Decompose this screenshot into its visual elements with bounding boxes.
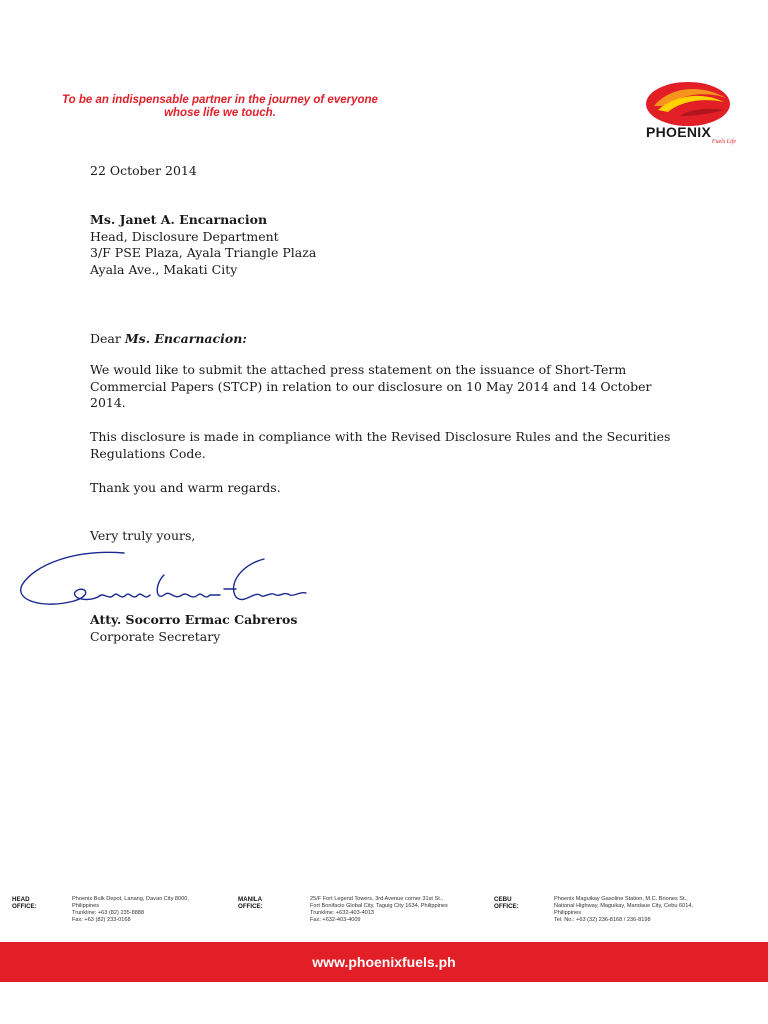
manila-office-address (310, 896, 490, 924)
head-office-address (72, 896, 232, 924)
cebu-office-address (554, 896, 734, 924)
salutation-prefix: Dear (90, 331, 125, 346)
cebu-office-line: Philippines (554, 910, 582, 916)
head-office-label: HEAD OFFICE: (12, 896, 37, 910)
phoenix-logo-mark (640, 80, 744, 130)
signer-block (90, 612, 690, 645)
head-office-line: Fax: +63 (82) 233-0168 (72, 917, 131, 923)
manila-office-label: MANILA OFFICE: (238, 896, 263, 910)
paragraph-2-line-2: Regulations Code. (90, 445, 206, 461)
signer-name: Atty. Socorro Ermac Cabreros (90, 612, 298, 627)
manila-office-line: Fort Bonifacio Global City, Taguig City 1634, Philippines (310, 903, 448, 909)
paragraph-1-line-1: We would like to submit the attached press statement on the issuance of Short-Term (90, 362, 627, 377)
handwritten-signature (14, 545, 314, 620)
recipient-address-line-2: Ayala Ave., Makati City (90, 261, 238, 277)
manila-office-line: 25/F Fort Legend Towers, 3rd Avenue corner 31st St., (310, 896, 443, 902)
paragraph-1-line-3: 2014. (90, 395, 126, 411)
paragraph-1 (90, 362, 690, 412)
logo-subtitle: Fuels Life (711, 139, 736, 145)
letter-date: 22 October 2014 (90, 163, 197, 178)
closing: Very truly yours, (90, 528, 196, 543)
tagline-line-2: whose life we touch. (164, 107, 276, 119)
recipient-name: Ms. Janet A. Encarnacion (90, 212, 268, 227)
head-office-line: Philippines (72, 903, 100, 909)
footer-bar (0, 942, 768, 982)
paragraph-2 (90, 429, 690, 462)
paragraph-1-line-2: Commercial Papers (STCP) in relation to our disclosure on 10 May 2014 and 14 October (90, 378, 652, 394)
footer-offices (0, 896, 768, 936)
website-link[interactable]: www.phoenixfuels.ph (312, 954, 456, 970)
salutation (90, 331, 690, 348)
cebu-office-line: Tel. No.: +63 (32) 236-8168 / 236-8198 (554, 917, 651, 923)
paragraph-3: Thank you and warm regards. (90, 480, 281, 495)
recipient-title: Head, Disclosure Department (90, 228, 279, 244)
recipient-address-line-1: 3/F PSE Plaza, Ayala Triangle Plaza (90, 245, 317, 261)
logo-wordmark: PHOENIX (646, 124, 712, 140)
company-tagline (40, 94, 400, 120)
cebu-office-label: CEBU OFFICE: (494, 896, 519, 910)
recipient-block (90, 212, 690, 278)
paragraph-2-line-1: This disclosure is made in compliance with the Revised Disclosure Rules and the Securities (90, 429, 671, 444)
manila-office-line: Trunkline: +632-403-4013 (310, 910, 375, 916)
cebu-office-line: National Highway, Maguikay, Mandaue City, Cebu 6014, (554, 903, 693, 909)
head-office-line: Trunkline: +63 (82) 235-8888 (72, 910, 145, 916)
phoenix-logo (640, 80, 744, 150)
manila-office-line: Fax: +632-403-4009 (310, 917, 361, 923)
salutation-name: Ms. Encarnacion: (124, 331, 247, 346)
tagline-line-1: To be an indispensable partner in the journey of everyone (62, 94, 378, 106)
head-office-line: Phoenix Bulk Depot, Lanang, Davao City 8000, (72, 896, 189, 902)
signer-title: Corporate Secretary (90, 628, 221, 644)
cebu-office-line: Phoenix Maguikay Gasoline Station, M.C. Briones St., (554, 896, 688, 902)
